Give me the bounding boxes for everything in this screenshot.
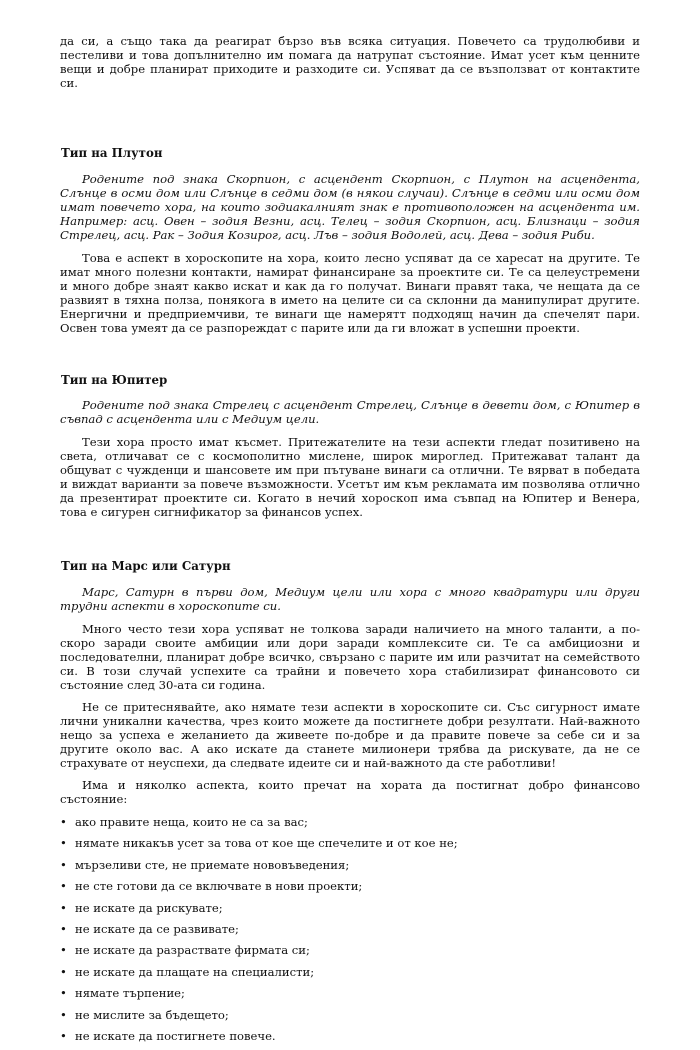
list-item-text: не искате да плащате на специалисти; <box>75 964 315 979</box>
mars-body-paragraph-2: Не се притеснявайте, ако нямате тези аспекти в хороскопите си. Със сигурност имате лични уникални качества, чрез които можете да постигнете добри резултати. Най-важното нещо за успеха е желанието да живеете по-добре и да правите повече за себе си и за другите около вас. А ако искате да станете милионери трябва да рискувате, да не се страхувате от неуспехи, да следвате идеите си и най-важното да сте работливи! <box>60 700 640 770</box>
bullet-icon: • <box>60 1028 67 1043</box>
bullet-icon: • <box>60 900 67 915</box>
pluto-body-paragraph: Това е аспект в хороскопите на хора, които лесно успяват да се харесат на другите. Те имат много полезни контакти, намират финансиране за проектите си. Те са целеустремени и много добре знаят какво искат и как да го получат. Винаги правят така, че нещата да се развият в тяхна полза, понякога в името на целите си са склонни да манипулират другите. Енергични и предприемчиви, те винаги ще намерятт подходящ начин да спечелят пари. Освен това умеят да се разпореждат с парите или да ги вложат в успешни проекти. <box>60 251 640 335</box>
list-item-text: не искате да разраствате фирмата си; <box>75 943 310 958</box>
jupiter-italic-paragraph: Родените под знака Стрелец с асцендент Стрелец, Слънце в девети дом, с Юпитер в съвпад с асцендента или с Медиум цели. <box>60 398 640 426</box>
list-item <box>60 815 640 829</box>
intro-paragraph: да си, а също така да реагират бързо във всяка ситуация. Повечето са трудолюбиви и пестеливи и това допълнително им помага да натрупат състояние. Имат усет към ценните вещи и добре планират приходите и разходите си. Успяват да се възползват от контактите си. <box>60 34 640 90</box>
list-item-text: мързеливи сте, не приемате нововъведения; <box>75 857 350 872</box>
heading-jupiter: Тип на Юпитер <box>61 373 168 387</box>
bullet-icon: • <box>60 964 67 979</box>
obstacles-list <box>60 815 640 1043</box>
mars-body-paragraph-1: Много често тези хора успяват не толкова заради наличието на много таланти, а по-скоро заради своите амбиции или дори заради комплексите си. Те са амбициозни и последователни, планират добре всичко, свързано с парите им или разчитат на семейството си. В този случай успехите са трайни и повечето хора стабилизират финансовото си състояние след 30-ата си година. <box>60 622 640 692</box>
mars-italic-paragraph: Марс, Сатурн в първи дом, Медиум цели или хора с много квадратури или други трудни аспекти в хороскопите си. <box>60 585 640 613</box>
bullet-icon: • <box>60 815 67 829</box>
bullet-icon: • <box>60 857 67 872</box>
list-item <box>60 1008 640 1022</box>
list-item <box>60 1029 640 1043</box>
list-item <box>60 858 640 872</box>
list-item-text: нямате търпение; <box>75 986 185 1001</box>
list-item-text: не искате да рискувате; <box>75 900 223 915</box>
list-item <box>60 943 640 957</box>
heading-pluto: Тип на Плутон <box>61 146 163 160</box>
bullet-icon: • <box>60 921 67 936</box>
bullet-icon: • <box>60 986 67 1001</box>
list-item <box>60 986 640 1000</box>
list-item <box>60 901 640 915</box>
pluto-italic-paragraph: Родените под знака Скорпион, с асцендент Скорпион, с Плутон на асцендента, Слънце в осми дом или Слънце в седми дом (в някои случаи). Слънце в седми или осми дом имат повечето хора, на които зодиакалният знак е противоположен на асцендента им. Например: асц. Овен – зодия Везни, асц. Телец – зодия Скорпион, асц. Близнаци – зодия Стрелец, асц. Рак – Зодия Козирог, асц. Лъв – зодия Водолей, асц. Дева – зодия Риби. <box>60 172 640 242</box>
list-item <box>60 836 640 850</box>
list-item-text: ако правите неща, които не са за вас; <box>75 815 308 829</box>
list-item-text: не мислите за бъдещето; <box>75 1007 229 1022</box>
list-item <box>60 922 640 936</box>
document-page <box>60 34 640 1050</box>
bullet-icon: • <box>60 1007 67 1022</box>
heading-mars-saturn: Тип на Марс или Сатурн <box>61 559 231 573</box>
list-item-text: не искате да се развивате; <box>75 921 239 936</box>
mars-body-paragraph-3: Има и няколко аспекта, които пречат на хората да постигнат добро финансово състояние: <box>60 778 640 806</box>
jupiter-body-paragraph: Тези хора просто имат късмет. Притежателите на тези аспекти гледат позитивено на света, отличават се с космополитно мислене, широк мироглед. Притежават талант да общуват с чужденци и шансовете им при пътуване винаги са отлични. Те вярват в победата и виждат варианти за повече възможности. Усетът им към рекламата им позволява отлично да презентират проектите си. Когато в нечий хороскоп има съвпад на Юпитер и Венера, това е сигурен сигнификатор за финансов успех. <box>60 435 640 519</box>
list-item <box>60 965 640 979</box>
bullet-icon: • <box>60 943 67 958</box>
list-item-text: не искате да постигнете повече. <box>75 1028 276 1043</box>
list-item-text: нямате никакъв усет за това от кое ще спечелите и от кое не; <box>75 836 458 851</box>
bullet-icon: • <box>60 836 67 851</box>
bullet-icon: • <box>60 879 67 894</box>
list-item <box>60 879 640 893</box>
list-item-text: не сте готови да се включвате в нови проекти; <box>75 879 363 894</box>
